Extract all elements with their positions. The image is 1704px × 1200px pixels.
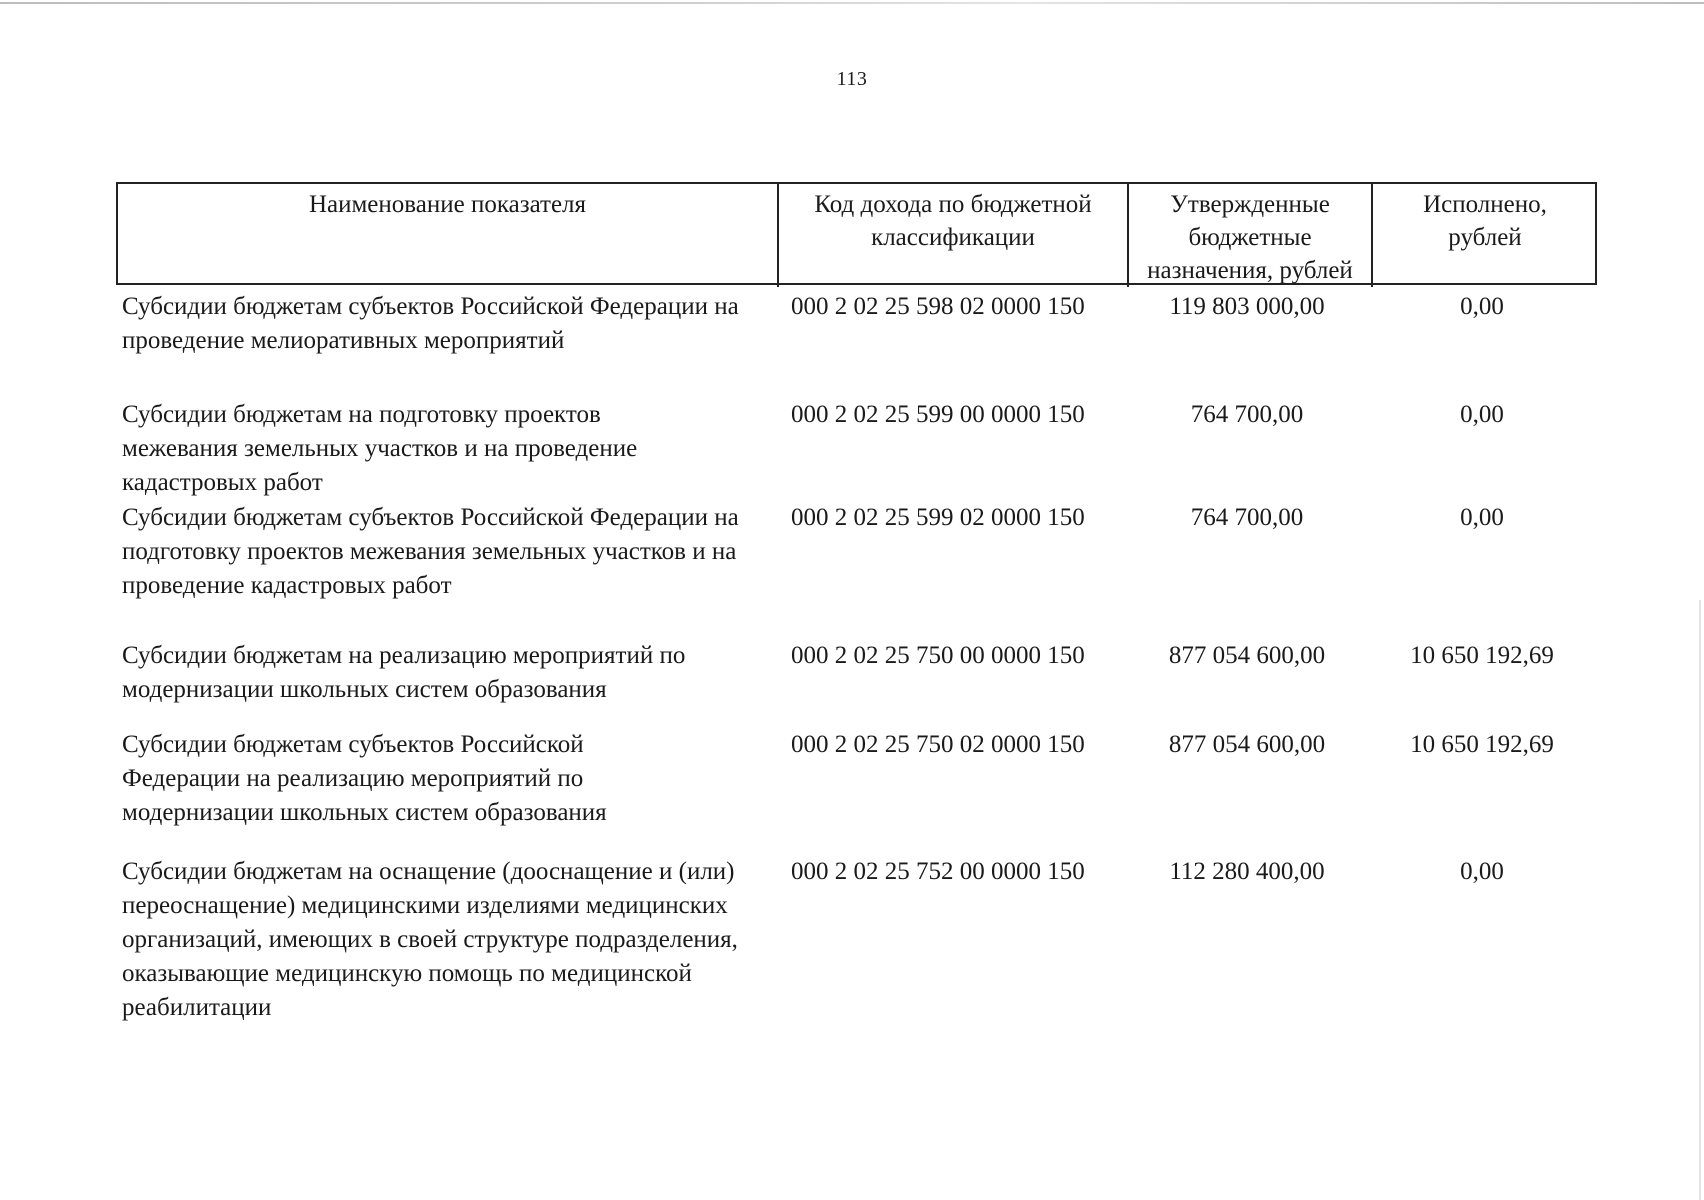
row-name: Субсидии бюджетам на подготовку проектов межевания земельных участков и на проведение кадастровых работ (122, 401, 638, 496)
row-executed: 0,00 (1460, 293, 1504, 320)
table-row (116, 398, 1597, 501)
row-approved: 764 700,00 (1190, 401, 1304, 428)
table-header (116, 182, 1597, 285)
row-code: 000 2 02 25 599 00 0000 150 (791, 401, 1085, 428)
row-code: 000 2 02 25 750 02 0000 150 (791, 731, 1085, 758)
row-code: 000 2 02 25 598 02 0000 150 (791, 293, 1085, 320)
row-name: Субсидии бюджетам субъектов Российской Федерации на проведение мелиоративных мероприятий (122, 293, 739, 354)
header-code: Код дохода по бюджетной классификации (777, 184, 1127, 287)
row-executed: 0,00 (1460, 504, 1504, 531)
row-name: Субсидии бюджетам субъектов Российской Федерации на реализацию мероприятий по модернизации школьных систем образования (122, 731, 607, 826)
table-row (116, 501, 1597, 639)
budget-table (116, 182, 1597, 1025)
row-approved: 877 054 600,00 (1168, 642, 1326, 669)
row-name: Субсидии бюджетам субъектов Российской Федерации на подготовку проектов межевания земельных участков и на проведение кадастровых работ (122, 504, 739, 599)
row-executed: 10 650 192,69 (1410, 731, 1554, 758)
row-code: 000 2 02 25 599 02 0000 150 (791, 504, 1085, 531)
row-executed: 0,00 (1460, 401, 1504, 428)
row-name: Субсидии бюджетам на реализацию мероприятий по модернизации школьных систем образования (122, 642, 686, 703)
row-approved: 112 280 400,00 (1169, 858, 1325, 885)
header-name: Наименование показателя (308, 191, 587, 218)
table-row (116, 285, 1597, 398)
row-code: 000 2 02 25 752 00 0000 150 (791, 858, 1085, 885)
scan-edge-right (1699, 600, 1701, 1200)
row-name: Субсидии бюджетам на оснащение (дооснащение и (или) переоснащение) медицинскими изделиями медицинских организаций, имеющих в своей структуре подразделения, оказывающие медицинскую помощь по медицинской реабилитации (122, 858, 738, 1021)
header-approved: Утвержденные бюджетные назначения, рублей (1127, 184, 1371, 287)
row-approved: 764 700,00 (1190, 504, 1304, 531)
header-executed: Исполнено, рублей (1371, 184, 1597, 287)
table-row (116, 855, 1597, 1025)
row-code: 000 2 02 25 750 00 0000 150 (791, 642, 1085, 669)
table-row (116, 728, 1597, 855)
row-approved: 877 054 600,00 (1168, 731, 1326, 758)
table-row (116, 639, 1597, 728)
row-executed: 10 650 192,69 (1410, 642, 1554, 669)
page-number: 113 (836, 68, 868, 90)
scan-edge-top (0, 2, 1704, 4)
row-approved: 119 803 000,00 (1169, 293, 1325, 320)
table-body (116, 285, 1597, 1025)
row-executed: 0,00 (1460, 858, 1504, 885)
